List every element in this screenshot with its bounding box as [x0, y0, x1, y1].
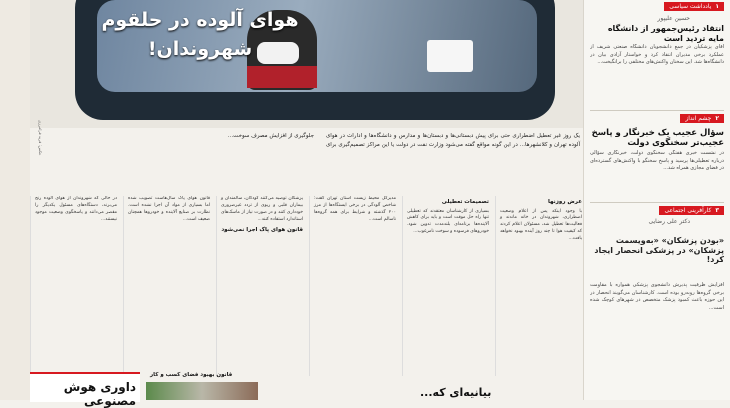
sidebar-title-3[interactable]: «بودن پزشکان» «به‌ویسمت پزشکان» در پزشکی انحصار ایجاد کرد! [594, 236, 724, 265]
scarf [247, 66, 317, 88]
column-2 [402, 196, 489, 376]
article-columns [30, 196, 582, 376]
sidebar-text-3: افزایش ظرفیت پذیرش دانشجوی پزشکی همواره با مقاومت برخی گروه‌ها روبه‌رو بوده است. کارشناسان می‌گویند انحصار در این حوزه باعث کمبود پزشک متخصص در شهرهای کوچک شده است... [590, 282, 724, 311]
sidebar-text-1: آقای پزشکیان در جمع دانشجویان دانشگاه صنعتی شریف از عملکرد برخی مدیران انتقاد کرد و خواستار آزادی بیان در دانشگاه‌ها شد. این سخنان واکنش‌های مختلفی را برانگیخت... [590, 44, 724, 65]
column-subhead: تصمیمات تعطیلی [441, 199, 489, 205]
column-text: با وجود اینکه پس از اعلام وضعیت اضطراری، شهروندان در خانه ماندند و فعالیت‌ها تعطیل شد، مسئولان اعلام کردند که کیفیت هوا تا چند روز آینده بهبود نخواهد یافت... [500, 208, 582, 242]
bottom-photo [146, 382, 258, 400]
sidebar-text-2: در نشست خبری هفتگی سخنگوی دولت، خبرنگاری سؤالی درباره تعطیلی‌ها پرسید و پاسخ سخنگو با واکنش‌های گسترده‌ای در فضای مجازی همراه شد... [590, 150, 724, 171]
right-sidebar [583, 0, 730, 400]
section-tag-1: ۱یادداشت سیاسی [664, 2, 724, 11]
column-6 [30, 196, 117, 376]
column-subhead: قانون هوای پاک اجرا نمی‌شود [221, 226, 303, 233]
sidebar-title-2[interactable]: سؤال عجیب یک خبرنگار و پاسخ عجیب‌تر سخنگوی دولت [591, 128, 724, 149]
column-text: قانون هوای پاک سال‌هاست تصویب شده اما بسیاری از مواد آن اجرا نشده است. نظارت بر صنایع آلاینده و خودروها همچنان ضعیف است... [128, 196, 210, 222]
column-subhead: عرض روزنها [547, 199, 582, 205]
column-4 [216, 196, 303, 376]
column-text: مدیرکل محیط زیست استان تهران گفت: شاخص آلودگی در برخی ایستگاه‌ها از مرز ۲۰۰ گذشته و شرایط برای همه گروه‌ها ناسالم است... [314, 196, 396, 222]
ai-article-box [30, 372, 140, 408]
sidebar-divider [590, 110, 724, 111]
column-1 [495, 196, 582, 376]
left-margin [0, 0, 30, 400]
main-headline[interactable]: هوای آلوده در حلقوم شهروندان! [101, 9, 299, 61]
window-sticker [427, 40, 473, 72]
section-tag-2: ۲چشم انداز [680, 114, 724, 123]
column-3 [309, 196, 396, 376]
photo-credit: عکس: فرید فرامرزی [38, 120, 43, 156]
sidebar-title-1[interactable]: انتقاد رئیس‌جمهور از دانشگاه مایه تردید است [607, 24, 724, 43]
section-tag-3: ۳کارآفرینی اجتماعی [659, 206, 724, 215]
sidebar-author-1: حسین علیپور [657, 15, 690, 22]
sidebar-divider [590, 202, 724, 203]
ai-article-title[interactable]: داوری هوش مصنوعی [63, 380, 136, 408]
column-text: پزشکان توصیه می‌کنند کودکان، سالمندان و بیماران قلبی و ریوی از تردد غیرضروری خودداری کنند و در صورت نیاز از ماسک‌های استاندارد استفاده کنند... [221, 196, 303, 222]
bottom-headline[interactable]: بیانیه‌ای که... [420, 386, 492, 399]
column-text: در حالی که شهروندان از هوای آلوده رنج می‌برند، دستگاه‌های مسئول یکدیگر را مقصر می‌دانند و پاسخگوی وضعیت موجود نیستند... [35, 196, 117, 222]
hero-photo [30, 0, 590, 128]
bottom-small-head: قانون بهبود فضای کسب و کار [150, 372, 233, 378]
column-text: بسیاری از کارشناسان معتقدند که تعطیلی تنها راه حل موقت است و باید برای کاهش آلاینده‌ها برنامه‌ای بلندمدت تدوین شود. خودروهای فرسوده و سوخت نامرغوب... [407, 208, 489, 235]
column-5 [123, 196, 210, 376]
sidebar-author-3: دکتر علی رضایی [648, 218, 690, 225]
lead-paragraph: یک روز غیر تعطیل اضطراری حتی برای پیش دبستانی‌ها و دبستان‌ها و مدارس و دانشگاه‌ها و ادارات در هوای آلوده تهران و کلانشهرها... در این گونه مواقع گفته می‌شود وزارت نفت در دولت یا این مراکز تصمیم‌گیری برای جلوگیری از افزایش مصرف سوخت... [227, 133, 580, 148]
